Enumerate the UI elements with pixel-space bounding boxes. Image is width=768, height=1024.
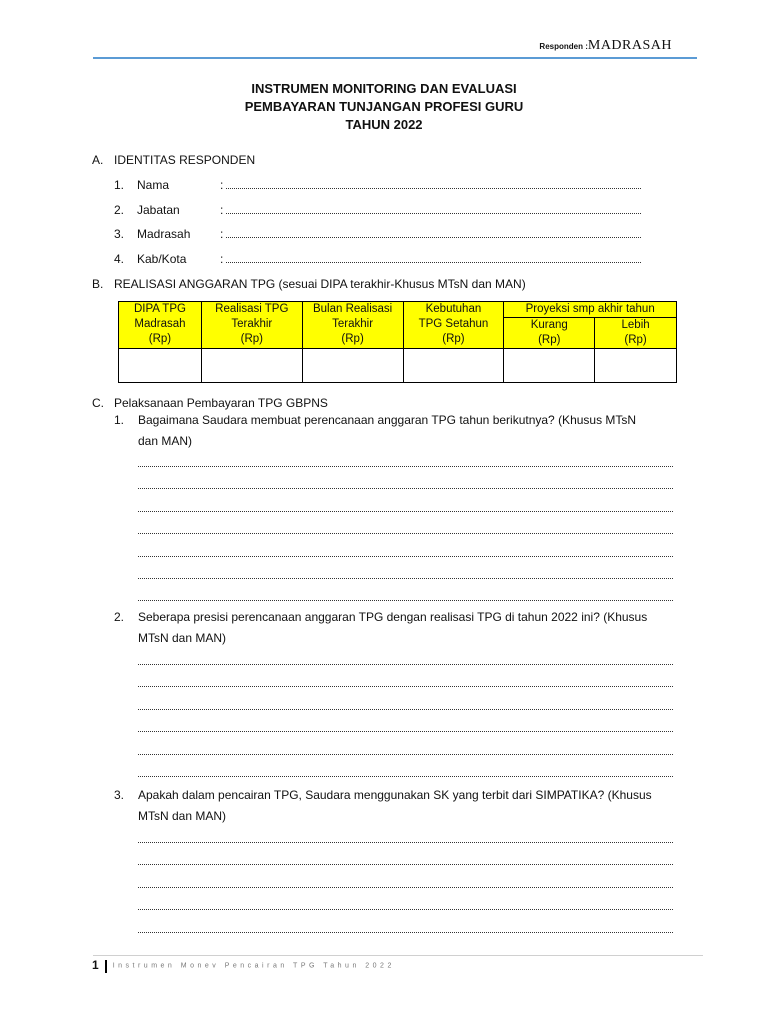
responden-label: Responden : <box>539 42 588 51</box>
section-c-title: Pelaksanaan Pembayaran TPG GBPNS <box>114 396 328 410</box>
item-number: 3. <box>114 227 125 241</box>
footer-separator <box>105 960 107 973</box>
header-rule <box>93 57 697 59</box>
question-number: 3. <box>114 788 125 802</box>
header-line: (Rp) <box>538 334 561 346</box>
header-line: Kebutuhan <box>425 303 482 315</box>
header-line: Lebih <box>621 319 650 331</box>
cell-dipa-tpg[interactable] <box>119 349 202 383</box>
answer-line[interactable] <box>138 842 673 843</box>
question-number: 1. <box>114 413 125 427</box>
header-line: Kurang <box>530 319 568 331</box>
question-text-cont: MTsN dan MAN) <box>138 809 227 823</box>
responden-value: MADRASAH <box>587 38 672 53</box>
answer-line[interactable] <box>138 909 673 910</box>
cell-kebutuhan-tpg[interactable] <box>403 349 504 383</box>
item-colon: : <box>220 203 224 217</box>
item-number: 2. <box>114 203 125 217</box>
cell-kurang[interactable] <box>504 349 595 383</box>
cell-realisasi-tpg[interactable] <box>201 349 302 383</box>
title-line-1: INSTRUMEN MONITORING DAN EVALUASI <box>251 81 517 96</box>
answer-line[interactable] <box>138 511 673 512</box>
section-b-title: REALISASI ANGGARAN TPG (sesuai DIPA terakhir-Khusus MTsN dan MAN) <box>114 277 526 291</box>
madrasah-field[interactable] <box>226 228 641 238</box>
header-line: Madrasah <box>134 318 186 330</box>
header-lebih <box>595 318 677 349</box>
header-line: TPG Setahun <box>418 318 489 330</box>
question-number: 2. <box>114 610 125 624</box>
header-line: (Rp) <box>240 333 263 345</box>
item-colon: : <box>220 252 224 266</box>
identity-row-nama <box>114 178 641 192</box>
header-proyeksi: Proyeksi smp akhir tahun <box>504 302 677 318</box>
question-1 <box>114 410 684 452</box>
answer-line[interactable] <box>138 466 673 467</box>
answer-line[interactable] <box>138 754 673 755</box>
jabatan-field[interactable] <box>226 204 641 214</box>
question-3 <box>114 785 684 827</box>
kabkota-field[interactable] <box>226 253 641 263</box>
header-bulan-realisasi <box>302 302 403 349</box>
header-dipa-tpg <box>119 302 202 349</box>
header-line: (Rp) <box>624 334 647 346</box>
answer-line[interactable] <box>138 731 673 732</box>
section-b-letter: B. <box>92 277 104 291</box>
item-number: 1. <box>114 178 125 192</box>
answer-line[interactable] <box>138 578 673 579</box>
header-kurang <box>504 318 595 349</box>
document-title <box>0 80 768 134</box>
question-text-cont: dan MAN) <box>138 434 193 448</box>
answer-line[interactable] <box>138 600 673 601</box>
header-realisasi-tpg <box>201 302 302 349</box>
answer-line[interactable] <box>138 664 673 665</box>
identity-row-madrasah <box>114 227 641 241</box>
footer-text: Instrumen Monev Pencairan TPG Tahun 2022 <box>112 962 395 970</box>
answer-line[interactable] <box>138 776 673 777</box>
item-label: Madrasah <box>137 227 191 241</box>
footer-rule <box>93 955 703 956</box>
answer-line[interactable] <box>138 533 673 534</box>
header-line: DIPA TPG <box>133 303 186 315</box>
question-2 <box>114 607 684 649</box>
section-a-letter: A. <box>92 153 104 167</box>
item-label: Jabatan <box>137 203 180 217</box>
item-label: Kab/Kota <box>137 252 187 266</box>
header-line: Terakhir <box>332 318 374 330</box>
item-label: Nama <box>137 178 170 192</box>
header-line: (Rp) <box>148 333 172 345</box>
identity-row-jabatan <box>114 203 641 217</box>
section-a-heading <box>92 153 255 167</box>
responden-header <box>539 38 672 54</box>
answer-line[interactable] <box>138 864 673 865</box>
cell-lebih[interactable] <box>595 349 677 383</box>
cell-bulan-realisasi[interactable] <box>302 349 403 383</box>
answer-line[interactable] <box>138 932 673 933</box>
header-line: (Rp) <box>341 333 364 345</box>
title-line-3: TAHUN 2022 <box>345 117 423 132</box>
header-line: (Rp) <box>442 333 465 345</box>
question-text-cont: MTsN dan MAN) <box>138 631 227 645</box>
section-b-heading <box>92 277 526 291</box>
answer-line[interactable] <box>138 556 673 557</box>
header-line: Terakhir <box>231 318 273 330</box>
question-text: Apakah dalam pencairan TPG, Saudara menggunakan SK yang terbit dari SIMPATIKA? (Khusus <box>138 788 652 802</box>
section-a-title: IDENTITAS RESPONDEN <box>114 153 256 167</box>
section-c-letter: C. <box>92 396 104 410</box>
page-number: 1 <box>92 958 99 972</box>
answer-line[interactable] <box>138 686 673 687</box>
question-text: Bagaimana Saudara membuat perencanaan anggaran TPG tahun berikutnya? (Khusus MTsN <box>138 413 637 427</box>
identity-row-kabkota <box>114 252 641 266</box>
item-colon: : <box>220 178 224 192</box>
question-text: Seberapa presisi perencanaan anggaran TPG dengan realisasi TPG di tahun 2022 ini? (Khusus <box>138 610 648 624</box>
header-line: Bulan Realisasi <box>312 303 393 315</box>
tpg-budget-table <box>118 301 677 383</box>
nama-field[interactable] <box>226 179 641 189</box>
page-footer <box>92 958 395 973</box>
title-line-2: PEMBAYARAN TUNJANGAN PROFESI GURU <box>244 99 524 114</box>
answer-line[interactable] <box>138 887 673 888</box>
item-number: 4. <box>114 252 125 266</box>
header-kebutuhan-tpg <box>403 302 504 349</box>
answer-line[interactable] <box>138 709 673 710</box>
item-colon: : <box>220 227 224 241</box>
section-c-heading <box>92 396 328 410</box>
answer-line[interactable] <box>138 488 673 489</box>
header-line: Realisasi TPG <box>215 303 289 315</box>
